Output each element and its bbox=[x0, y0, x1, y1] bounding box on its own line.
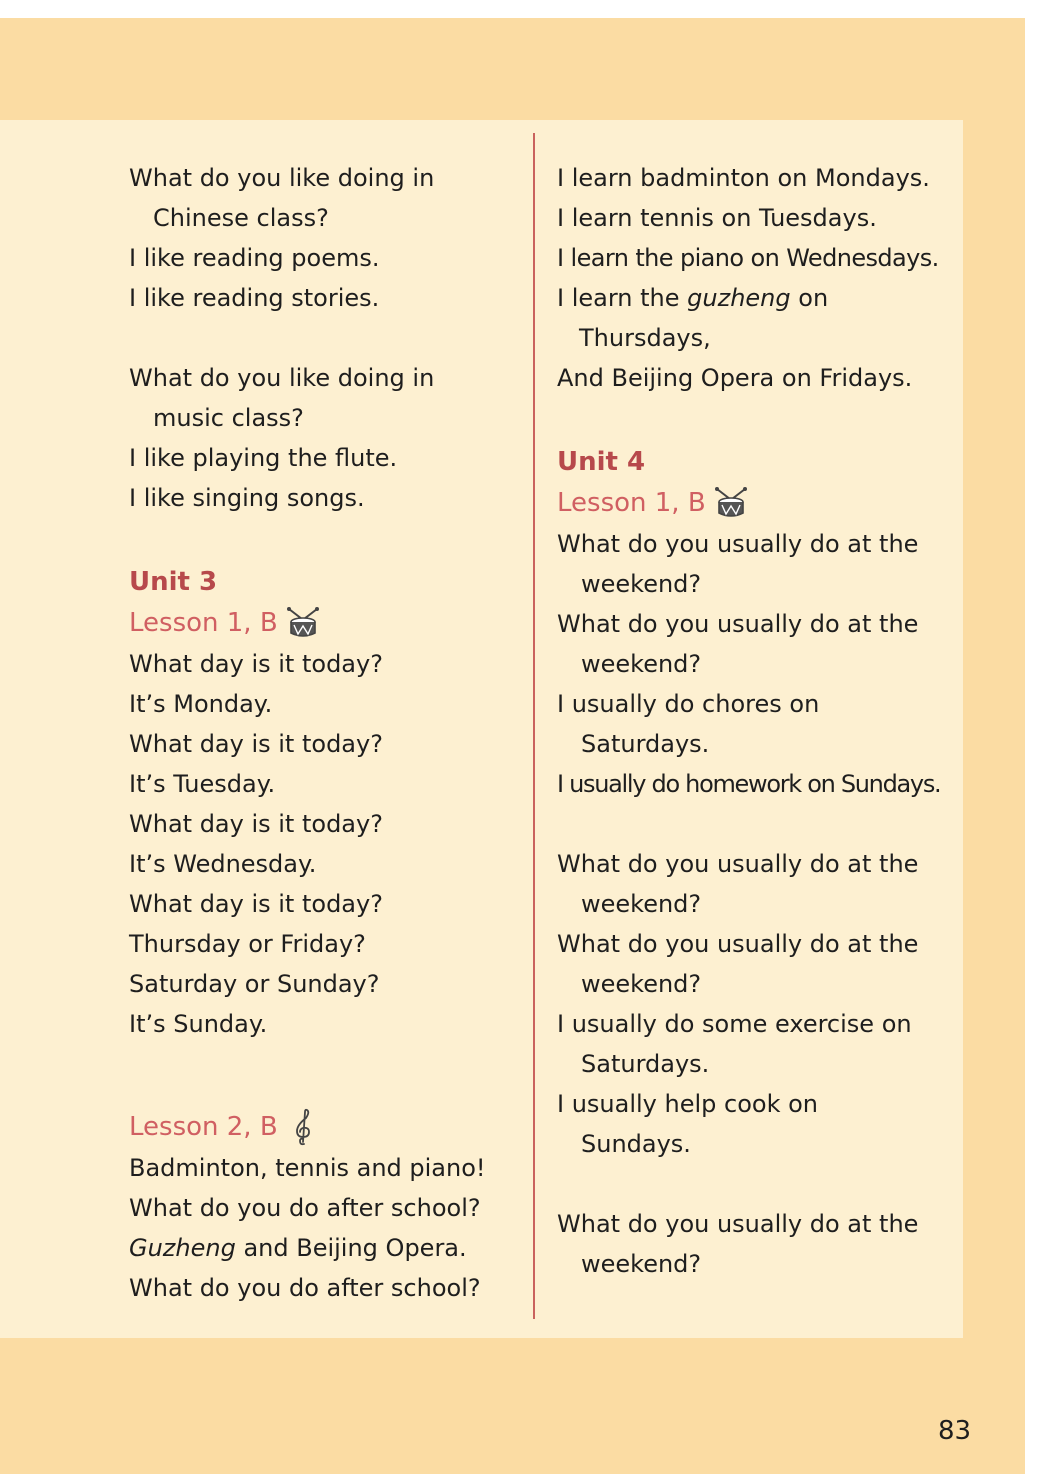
lyric-line: Saturday or Sunday? bbox=[129, 970, 380, 998]
lyric-line: weekend? bbox=[581, 1250, 702, 1278]
lyric-line: I learn badminton on Mondays. bbox=[557, 164, 930, 192]
lyric-line: Thursdays, bbox=[579, 324, 711, 352]
page-number: 83 bbox=[938, 1416, 972, 1446]
lyric-line: Saturdays. bbox=[581, 730, 710, 758]
drum-icon bbox=[286, 607, 320, 639]
lyric-text: and Beijing Opera. bbox=[235, 1234, 467, 1262]
lesson-title-text: Lesson 1, B bbox=[129, 608, 278, 638]
unit-4-lesson-1-title bbox=[557, 482, 957, 524]
spacer bbox=[557, 398, 957, 438]
lyric-line: And Beijing Opera on Fridays. bbox=[557, 364, 913, 392]
lyric-line: I learn the piano on Wednesdays. bbox=[557, 244, 939, 272]
lesson-title-text: Lesson 1, B bbox=[557, 488, 706, 518]
unit-3-lesson-2-title bbox=[129, 1106, 524, 1148]
unit-3-title: Unit 3 bbox=[129, 567, 218, 597]
lyric-line: What do you do after school? bbox=[129, 1274, 481, 1302]
lyric-line: Badminton, tennis and piano! bbox=[129, 1154, 486, 1182]
lyric-line: What day is it today? bbox=[129, 890, 383, 918]
spacer bbox=[129, 1044, 524, 1084]
spacer bbox=[557, 804, 957, 844]
lyric-line: It’s Tuesday. bbox=[129, 770, 276, 798]
lyric-line: I like playing the flute. bbox=[129, 444, 398, 472]
lyric-line: Sundays. bbox=[581, 1130, 691, 1158]
lyric-line bbox=[129, 1228, 524, 1268]
lyric-line: weekend? bbox=[581, 970, 702, 998]
lyric-line: I like singing songs. bbox=[129, 484, 365, 512]
lesson-title-text: Lesson 2, B bbox=[129, 1112, 278, 1142]
spacer bbox=[557, 1164, 957, 1204]
lyric-line: I like reading stories. bbox=[129, 284, 380, 312]
lyric-line: What do you usually do at the bbox=[557, 530, 919, 558]
spacer bbox=[129, 518, 524, 558]
italic-word: Guzheng bbox=[129, 1234, 236, 1262]
unit-3-lesson-1-title bbox=[129, 602, 524, 644]
lyric-line: weekend? bbox=[581, 650, 702, 678]
lyric-line: I like reading poems. bbox=[129, 244, 380, 272]
lyric-line: What day is it today? bbox=[129, 730, 383, 758]
italic-word: guzheng bbox=[687, 284, 791, 312]
lyric-line: music class? bbox=[153, 404, 304, 432]
lyric-line: Thursday or Friday? bbox=[129, 930, 366, 958]
lyric-line: What do you usually do at the bbox=[557, 850, 919, 878]
lyric-line: I learn tennis on Tuesdays. bbox=[557, 204, 877, 232]
lyric-line: I usually help cook on bbox=[557, 1090, 818, 1118]
lyric-line: I usually do chores on bbox=[557, 690, 820, 718]
lyric-line: What do you usually do at the bbox=[557, 930, 919, 958]
lyric-text: I learn the bbox=[557, 284, 688, 312]
lyric-line: What do you usually do at the bbox=[557, 610, 919, 638]
drum-icon bbox=[714, 487, 748, 519]
lyric-line: What do you like doing in bbox=[129, 364, 435, 392]
lyric-line: I usually do homework on Sundays. bbox=[557, 770, 941, 798]
lyric-line: It’s Monday. bbox=[129, 690, 273, 718]
lyric-line: What do you like doing in bbox=[129, 164, 435, 192]
spacer bbox=[129, 318, 524, 358]
lyric-line: It’s Wednesday. bbox=[129, 850, 317, 878]
lyric-line bbox=[557, 278, 957, 318]
lyric-text: on bbox=[790, 284, 829, 312]
lyric-line: What do you usually do at the bbox=[557, 1210, 919, 1238]
lyric-line: Saturdays. bbox=[581, 1050, 710, 1078]
lyric-line: weekend? bbox=[581, 570, 702, 598]
lyric-line: weekend? bbox=[581, 890, 702, 918]
lyric-line: I usually do some exercise on bbox=[557, 1010, 912, 1038]
treble-clef-icon bbox=[292, 1108, 314, 1146]
column-divider bbox=[533, 133, 535, 1319]
lyric-line: What day is it today? bbox=[129, 810, 383, 838]
unit-4-title: Unit 4 bbox=[557, 447, 646, 477]
lyric-line: What do you do after school? bbox=[129, 1194, 481, 1222]
lyric-line: Chinese class? bbox=[153, 204, 329, 232]
lyric-line: It’s Sunday. bbox=[129, 1010, 268, 1038]
right-column bbox=[557, 158, 957, 1284]
lyric-line: What day is it today? bbox=[129, 650, 383, 678]
left-column bbox=[129, 158, 524, 1308]
